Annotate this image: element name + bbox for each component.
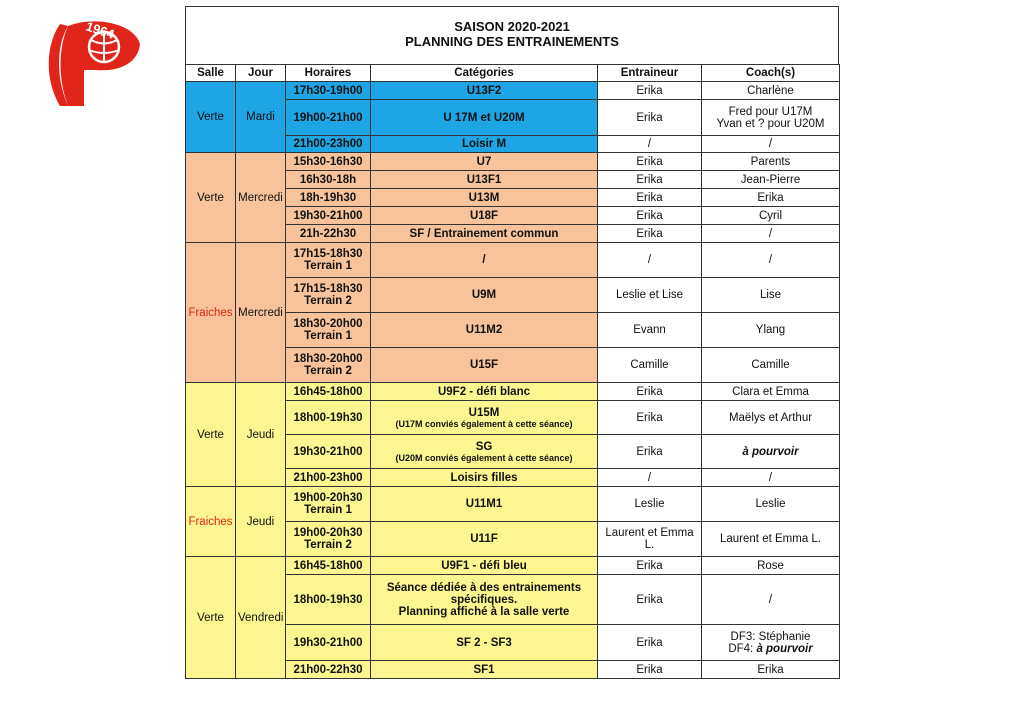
coach-cell: Charlène (702, 82, 840, 100)
entraineur-cell: Erika (598, 153, 702, 171)
coach-cell: Maëlys et Arthur (702, 401, 840, 435)
jour-cell: Mercredi (236, 243, 286, 383)
col-jour: Jour (236, 65, 286, 82)
horaire-cell: 21h-22h30 (286, 225, 371, 243)
col-coachs: Coach(s) (702, 65, 840, 82)
jour-cell: Vendredi (236, 557, 286, 679)
categorie-cell: Loisir M (371, 136, 598, 153)
categorie-note: (U17M conviés également à cette séance) (395, 418, 573, 429)
horaire-cell (286, 243, 371, 278)
coach-cell: / (702, 225, 840, 243)
salle-cell: Verte (186, 383, 236, 487)
coach-text: à pourvoir (742, 445, 799, 458)
categorie-cell: U13F1 (371, 171, 598, 189)
terrain-text: Terrain 2 (304, 365, 352, 377)
terrain-text: Terrain 1 (304, 260, 352, 272)
entraineur-cell: Leslie et Lise (598, 278, 702, 313)
categorie-text: Séance dédiée à des entrainements spécifiques. (386, 581, 582, 606)
jour-cell: Mercredi (236, 153, 286, 243)
entraineur-cell: Erika (598, 401, 702, 435)
categorie-cell: U9M (371, 278, 598, 313)
coach-cell: Laurent et Emma L. (702, 522, 840, 557)
coach-cell: Ylang (702, 313, 840, 348)
horaire-cell (286, 487, 371, 522)
table-row (186, 383, 840, 401)
table-row (186, 487, 840, 522)
planning-title: PLANNING DES ENTRAINEMENTS (405, 34, 619, 49)
horaire-cell: 21h00-22h30 (286, 661, 371, 679)
entraineur-cell: Erika (598, 82, 702, 100)
categorie-cell: U13M (371, 189, 598, 207)
horaire-cell: 18h00-19h30 (286, 575, 371, 625)
coach-cell: Erika (702, 189, 840, 207)
coach-pending: à pourvoir (756, 642, 813, 655)
horaire-cell: 19h30-21h00 (286, 435, 371, 469)
categorie-cell: U18F (371, 207, 598, 225)
horaire-cell (286, 313, 371, 348)
horaire-text: 18h30-20h00 (293, 318, 363, 330)
coach-cell: Clara et Emma (702, 383, 840, 401)
categorie-text: U15M (468, 406, 500, 419)
coach-line-1: DF3: Stéphanie (730, 630, 811, 643)
coach-cell: / (702, 575, 840, 625)
entraineur-cell: / (598, 136, 702, 153)
entraineur-cell: Erika (598, 171, 702, 189)
categorie-note: Planning affiché à la salle verte (398, 605, 570, 618)
coach-cell (702, 100, 840, 136)
entraineur-cell: Erika (598, 189, 702, 207)
coach-cell: Rose (702, 557, 840, 575)
categorie-cell: / (371, 243, 598, 278)
entraineur-cell: Erika (598, 661, 702, 679)
table-row (186, 82, 840, 100)
entraineur-cell: Erika (598, 225, 702, 243)
group-verte-vendredi (186, 557, 840, 679)
categorie-cell: U11M1 (371, 487, 598, 522)
entraineur-cell: Erika (598, 557, 702, 575)
entraineur-cell: Leslie (598, 487, 702, 522)
entraineur-cell: Erika (598, 207, 702, 225)
coach-cell: Lise (702, 278, 840, 313)
group-verte-mercredi (186, 153, 840, 243)
horaire-text: 17h15-18h30 (293, 248, 363, 260)
entraineur-cell: Erika (598, 435, 702, 469)
horaire-cell: 18h00-19h30 (286, 401, 371, 435)
logo-letters: BC (86, 79, 127, 110)
categorie-cell: U11F (371, 522, 598, 557)
coach-line-2: Yvan et ? pour U20M (716, 117, 825, 130)
salle-cell: Fraiches (186, 243, 236, 383)
coach-cell: / (702, 243, 840, 278)
table-header-row (186, 65, 840, 82)
coach-cell: Jean-Pierre (702, 171, 840, 189)
categorie-cell: U11M2 (371, 313, 598, 348)
coach-cell: Cyril (702, 207, 840, 225)
horaire-cell: 16h45-18h00 (286, 557, 371, 575)
salle-cell: Verte (186, 557, 236, 679)
categorie-cell: SF / Entrainement commun (371, 225, 598, 243)
jour-cell: Jeudi (236, 487, 286, 557)
schedule-title (185, 6, 839, 64)
horaire-cell: 19h30-21h00 (286, 625, 371, 661)
group-verte-mardi (186, 82, 840, 153)
horaire-cell: 17h30-19h00 (286, 82, 371, 100)
entraineur-cell: Camille (598, 348, 702, 383)
horaire-cell: 16h45-18h00 (286, 383, 371, 401)
horaire-text: 19h00-20h30 (293, 492, 363, 504)
club-logo (38, 14, 158, 114)
club-logo-icon (38, 14, 158, 114)
horaire-cell: 16h30-18h (286, 171, 371, 189)
coach-cell: Erika (702, 661, 840, 679)
coach-line-2 (704, 643, 837, 655)
categorie-cell: SF 2 - SF3 (371, 625, 598, 661)
terrain-text: Terrain 2 (304, 295, 352, 307)
categorie-cell: U9F1 - défi bleu (371, 557, 598, 575)
coach-cell: Parents (702, 153, 840, 171)
jour-cell: Mardi (236, 82, 286, 153)
horaire-cell (286, 522, 371, 557)
horaire-cell: 15h30-16h30 (286, 153, 371, 171)
entraineur-cell: Evann (598, 313, 702, 348)
col-horaires: Horaires (286, 65, 371, 82)
horaire-cell: 19h00-21h00 (286, 100, 371, 136)
categorie-cell: Loisirs filles (371, 469, 598, 487)
horaire-text: 17h15-18h30 (293, 283, 363, 295)
categorie-cell: U 17M et U20M (371, 100, 598, 136)
terrain-text: Terrain 2 (304, 539, 352, 551)
entraineur-cell: / (598, 243, 702, 278)
coach-cell: Leslie (702, 487, 840, 522)
categorie-cell: U7 (371, 153, 598, 171)
terrain-text: Terrain 1 (304, 330, 352, 342)
group-fraiches-mercredi (186, 243, 840, 383)
categorie-note: (U20M conviés également à cette séance) (395, 452, 573, 463)
categorie-cell: SF1 (371, 661, 598, 679)
horaire-cell: 19h30-21h00 (286, 207, 371, 225)
coach-cell (702, 625, 840, 661)
season-title: SAISON 2020-2021 (454, 19, 570, 34)
terrain-text: Terrain 1 (304, 504, 352, 516)
categorie-cell (371, 435, 598, 469)
entraineur-cell: Laurent et Emma L. (598, 522, 702, 557)
categorie-cell (371, 401, 598, 435)
coach-cell (702, 435, 840, 469)
col-entraineur: Entraineur (598, 65, 702, 82)
entraineur-cell: Erika (598, 383, 702, 401)
horaire-text: 18h30-20h00 (293, 353, 363, 365)
salle-cell: Verte (186, 82, 236, 153)
horaire-cell: 21h00-23h00 (286, 136, 371, 153)
coach-cell: Camille (702, 348, 840, 383)
col-categories: Catégories (371, 65, 598, 82)
col-salle: Salle (186, 65, 236, 82)
categorie-cell: U9F2 - défi blanc (371, 383, 598, 401)
coach-line-1: Fred pour U17M (728, 105, 813, 118)
entraineur-cell: / (598, 469, 702, 487)
salle-cell: Fraiches (186, 487, 236, 557)
entraineur-cell: Erika (598, 625, 702, 661)
categorie-cell: U15F (371, 348, 598, 383)
coach-cell: / (702, 136, 840, 153)
table-row (186, 243, 840, 278)
categorie-text: SG (475, 440, 493, 453)
horaire-cell: 18h-19h30 (286, 189, 371, 207)
table-row (186, 153, 840, 171)
horaire-cell (286, 348, 371, 383)
training-schedule (185, 6, 839, 679)
group-fraiches-jeudi (186, 487, 840, 557)
jour-cell: Jeudi (236, 383, 286, 487)
group-verte-jeudi (186, 383, 840, 487)
coach-cell: / (702, 469, 840, 487)
entraineur-cell: Erika (598, 575, 702, 625)
schedule-table (185, 64, 840, 679)
logo-year: 1964 (84, 18, 117, 42)
coach-prefix: DF4: (728, 642, 757, 655)
categorie-cell (371, 575, 598, 625)
horaire-text: 19h00-20h30 (293, 527, 363, 539)
horaire-cell: 21h00-23h00 (286, 469, 371, 487)
table-row (186, 557, 840, 575)
horaire-cell (286, 278, 371, 313)
entraineur-cell: Erika (598, 100, 702, 136)
salle-cell: Verte (186, 153, 236, 243)
categorie-cell: U13F2 (371, 82, 598, 100)
